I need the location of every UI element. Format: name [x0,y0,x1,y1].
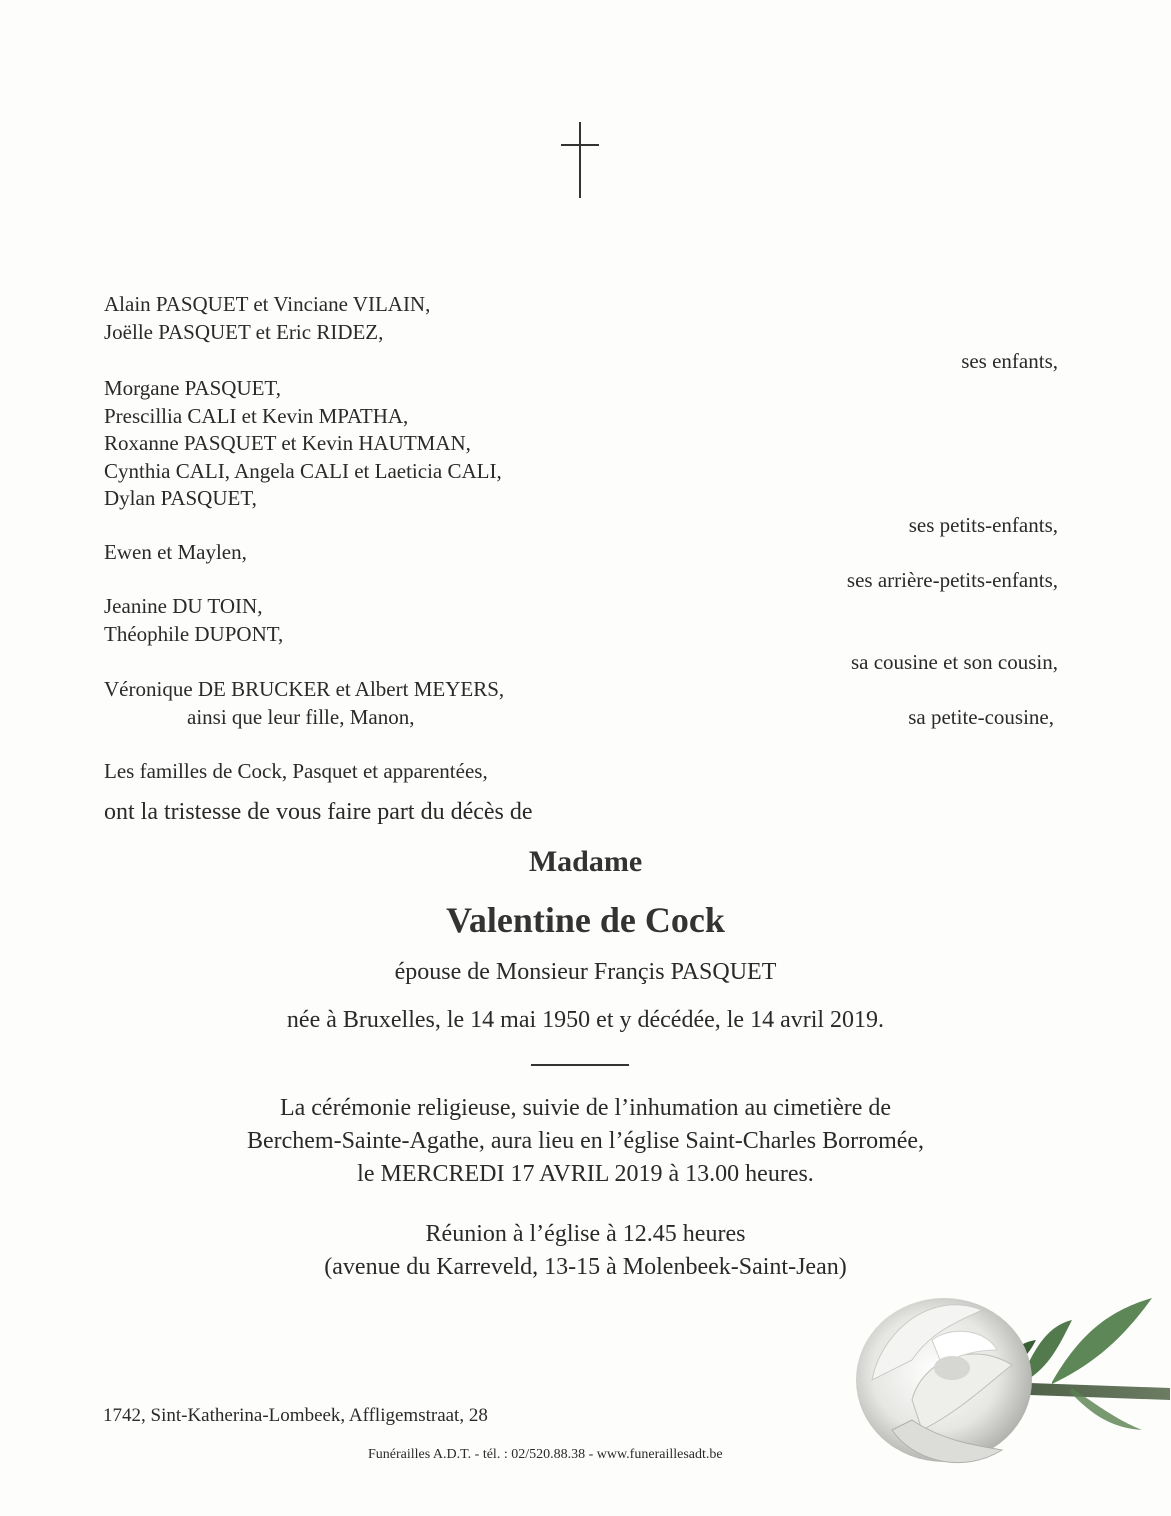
family-line: Alain PASQUET et Vinciane VILAIN, [104,292,431,316]
relation-label: ses petits-enfants, [908,513,1058,537]
family-line: ainsi que leur fille, Manon, [187,705,415,729]
deceased-title: Madame [528,845,643,878]
funeral-home-footer: Funérailles A.D.T. - tél. : 02/520.88.38 - www.funeraillesadt.be [368,1447,723,1462]
family-line: Roxanne PASQUET et Kevin HAUTMAN, [104,431,471,455]
family-line: Véronique DE BRUCKER et Albert MEYERS, [104,677,505,701]
family-line: Théophile DUPONT, [104,622,284,646]
deceased-name: Valentine de Cock [446,900,725,940]
spouse-line: épouse de Monsieur Françis PASQUET [394,959,777,985]
family-line: Dylan PASQUET, [104,486,257,510]
relation-label: sa cousine et son cousin, [850,650,1058,674]
rose-icon [852,1270,1170,1516]
address-text: 1742, Sint-Katherina-Lombeek, Affligemstraat, 28 [103,1405,488,1426]
family-line: Cynthia CALI, Angela CALI et Laeticia CALI, [104,459,502,483]
ceremony-line: Berchem-Sainte-Agathe, aura lieu en l’église Saint-Charles Borromée, [246,1128,925,1154]
announcement-text: ont la tristesse de vous faire part du décès de [104,799,533,825]
family-line: Morgane PASQUET, [104,376,281,400]
relation-label: sa petite-cousine, [908,705,1054,729]
ceremony-line: La cérémonie religieuse, suivie de l’inhumation au cimetière de [279,1095,892,1121]
relation-label: ses arrière-petits-enfants, [846,568,1058,592]
relation-label: ses enfants, [961,349,1058,373]
family-line: Prescillia CALI et Kevin MPATHA, [104,404,409,428]
family-line: Les familles de Cock, Pasquet et apparentées, [104,759,488,783]
family-line: Joëlle PASQUET et Eric RIDEZ, [104,320,384,344]
family-line: Ewen et Maylen, [104,540,247,564]
family-line: Jeanine DU TOIN, [104,594,263,618]
dates-line: née à Bruxelles, le 14 mai 1950 et y décédée, le 14 avril 2019. [286,1007,885,1033]
meeting-line: Réunion à l’église à 12.45 heures [425,1221,746,1247]
meeting-line: (avenue du Karreveld, 13-15 à Molenbeek-Saint-Jean) [324,1254,847,1280]
ceremony-line: le MERCREDI 17 AVRIL 2019 à 13.00 heures. [357,1161,814,1187]
separator-line [531,1064,629,1066]
